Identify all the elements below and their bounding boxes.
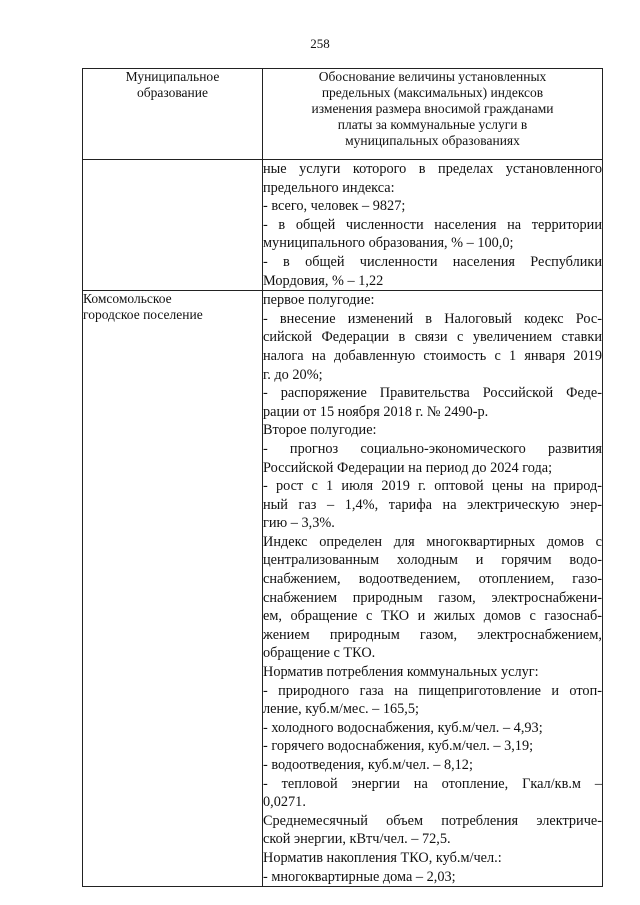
justification-cell <box>263 291 603 887</box>
justification-text-line: Среднемесячный объем потребления электриче- <box>263 812 602 829</box>
justification-text-line: Мордовия, % – 1,22 <box>263 272 384 289</box>
header-justification-line: платы за коммунальные услуги в <box>337 117 528 132</box>
justification-text-line: ные услуги которого в пределах установленного <box>263 161 602 177</box>
justification-text-line: рации от 15 ноября 2018 г. № 2490-р. <box>263 403 489 420</box>
municipality-name-line: городское поселение <box>83 307 203 323</box>
justification-text-line: снабжением, водоотведением, отоплением, газо- <box>263 571 602 588</box>
table-body <box>83 160 603 887</box>
page-number: 258 <box>310 36 330 51</box>
justification-text-line: ный газ – 1,4%, тарифа на электрическую энер- <box>263 496 602 513</box>
justification-text-line: предельного индекса: <box>263 179 395 196</box>
justification-text-line: жением природным газом, электроснабжением, <box>263 626 602 643</box>
justification-text-line: Норматив потребления коммунальных услуг: <box>263 664 539 681</box>
justification-text-line: муниципального образования, % – 100,0; <box>263 235 514 252</box>
municipality-name-line: Комсомольское <box>83 291 172 307</box>
justification-text-line: Второе полугодие: <box>263 422 377 439</box>
justification-text-line: - рост с 1 июля 2019 г. оптовой цены на природ- <box>263 478 602 495</box>
justification-text-line: - в общей численности населения на территории <box>263 216 602 233</box>
table-row <box>83 291 603 887</box>
table-header-row <box>83 69 603 160</box>
justification-text-line: ской энергии, кВтч/чел. – 72,5. <box>263 831 451 848</box>
justification-text-line: Норматив накопления ТКО, куб.м/чел.: <box>263 849 502 866</box>
justification-text-line: налога на добавленную стоимость с 1 января 2019 <box>263 347 602 364</box>
justification-text-line: Российской Федерации на период до 2024 года; <box>263 459 553 476</box>
justification-text-line: - всего, человек – 9827; <box>263 198 406 215</box>
header-municipality <box>83 69 263 160</box>
justification-text-line: гию – 3,3%. <box>263 515 335 532</box>
justification-text-line: обращение с ТКО. <box>263 645 376 662</box>
header-justification-line: Обоснование величины установленных <box>318 69 547 84</box>
header-municipality-text <box>83 69 262 101</box>
justification-text-line: - распоряжение Правительства Российской Феде- <box>263 385 602 402</box>
justification-text-line: - природного газа на пищеприготовление и отоп- <box>263 682 602 699</box>
justification-cell <box>263 160 603 291</box>
justification-text-line: ление, куб.м/мес. – 165,5; <box>263 701 419 718</box>
header-justification-text <box>263 69 602 149</box>
justification-text-line: г. до 20%; <box>263 366 323 383</box>
justification-text-line: - холодного водоснабжения, куб.м/чел. – 4,93; <box>263 719 543 736</box>
justification-table <box>82 68 603 887</box>
header-municipality-line: образование <box>137 85 208 100</box>
justification-text-line: - в общей численности населения Республики <box>263 253 602 270</box>
municipality-cell <box>83 291 263 887</box>
header-justification-line: муниципальных образованиях <box>345 133 520 148</box>
justification-text-line: - внесение изменений в Налоговый кодекс Рос- <box>263 310 602 327</box>
justification-text-line: - тепловой энергии на отопление, Гкал/кв.м – <box>263 775 602 792</box>
justification-text-line: Индекс определен для многоквартирных домов с <box>263 533 602 550</box>
justification-text-line: - прогноз социально-экономического развития <box>263 440 602 457</box>
justification-text-line: снабжением природным газом, электроснабжени- <box>263 589 602 606</box>
justification-text-line: 0,0271. <box>263 794 306 811</box>
justification-text-line: - водоотведения, куб.м/чел. – 8,12; <box>263 757 473 773</box>
justification-text-line: сийской Федерации в связи с увеличением ставки <box>263 329 602 346</box>
justification-text-line: первое полугодие: <box>263 292 375 309</box>
justification-text-line: централизованным холодным и горячим водо- <box>263 552 602 569</box>
header-justification <box>263 69 603 160</box>
justification-text-line: - горячего водоснабжения, куб.м/чел. – 3,19; <box>263 738 534 755</box>
justification-text-line: - многоквартирные дома – 2,03; <box>263 868 456 885</box>
municipality-cell <box>83 160 263 291</box>
justification-text-line: ем, обращение с ТКО и жилых домов с газоснаб- <box>263 608 602 625</box>
table-row <box>83 160 603 291</box>
header-municipality-line: Муниципальное <box>125 69 220 84</box>
header-justification-line: изменения размера вносимой гражданами <box>311 101 554 116</box>
header-justification-line: предельных (максимальных) индексов <box>321 85 544 100</box>
